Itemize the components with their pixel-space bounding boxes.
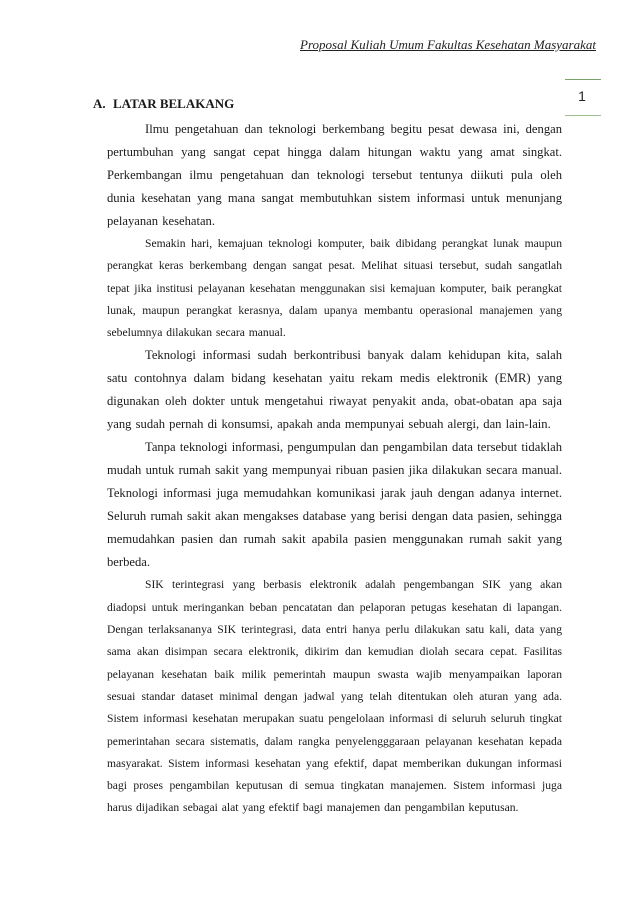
paragraph-2: Semakin hari, kemajuan teknologi komputer, baik dibidang perangkat lunak maupun perangkat keras berkembang dengan sangat pesat. Melihat situasi tersebut, sudah sangatlah tepat jika institusi pelayanan kesehatan menggunakan sisi kemajuan komputer, baik perangkat lunak, maupun perangkat kerasnya, dalam upanya membantu operasional manajemen yang sebelumnya dilakukan secara manual. [107, 237, 562, 340]
section-heading [93, 96, 562, 112]
page-number-rule [565, 115, 601, 116]
section-title: LATAR BELAKANG [113, 96, 235, 111]
header-rule [565, 79, 601, 80]
paragraph-1: Ilmu pengetahuan dan teknologi berkembang begitu pesat dewasa ini, dengan pertumbuhan yang sangat cepat hingga dalam hitungan waktu yang amat singkat. Perkembangan ilmu pengetahuan dan teknologi tersebut tentunya diikuti pula oleh dunia kesehatan yang mana sangat membutuhkan sistem informasi untuk menunjang pelayanan kesehatan. [107, 122, 562, 228]
paragraph-5: SIK terintegrasi yang berbasis elektronik adalah pengembangan SIK yang akan diadopsi untuk meringankan beban pencatatan dan pelaporan petugas kesehatan di lapangan. Dengan terlaksananya SIK terintegrasi, data entri hanya perlu dilakukan satu kali, data yang sama akan disimpan secara elektronik, dikirim dan kemudian diolah secara cepat. Fasilitas pelayanan kesehatan baik milik pemerintah maupun swasta wajib menyampaikan laporan sesuai standar dataset minimal dengan jadwal yang telah ditentukan oleh aturan yang ada. Sistem informasi kesehatan merupakan suatu pengelolaan informasi di seluruh seluruh tingkat pemerintahan secara sistematis, dalam rangka penyelengggaraan pelayanan kesehatan kepada masyarakat. Sistem informasi kesehatan yang efektif, dapat memberikan dukungan informasi bagi proses pengambilan keputusan di semua tingkatan manajemen. Sistem informasi juga harus dijadikan sebagai alat yang efektif bagi manajemen dan pengambilan keputusan. [107, 578, 562, 815]
paragraph-4: Tanpa teknologi informasi, pengumpulan dan pengambilan data tersebut tidaklah mudah untuk rumah sakit yang mempunyai ribuan pasien jika dilakukan secara manual. Teknologi informasi juga memudahkan komunikasi jarak jauh dengan adanya internet. Seluruh rumah sakit akan mengakses database yang berisi dengan data pasien, sehingga memudahkan pasien dan rumah sakit apabila pasien menggunakan rumah sakit yang berbeda. [107, 440, 562, 570]
document-header-title: Proposal Kuliah Umum Fakultas Kesehatan Masyarakat [300, 37, 596, 52]
document-body [93, 96, 562, 820]
section-letter: A. [93, 96, 106, 111]
paragraph-3: Teknologi informasi sudah berkontribusi banyak dalam kehidupan kita, salah satu contohnya dalam bidang kesehatan yaitu rekam medis elektronik (EMR) yang digunakan oleh dokter untuk mengetahui riwayat penyakit anda, obat-obatan apa saja yang sudah pernah di konsumsi, apakah anda mempunyai sebuah alergi, dan lain-lain. [107, 348, 562, 432]
page-number: 1 [578, 88, 586, 104]
